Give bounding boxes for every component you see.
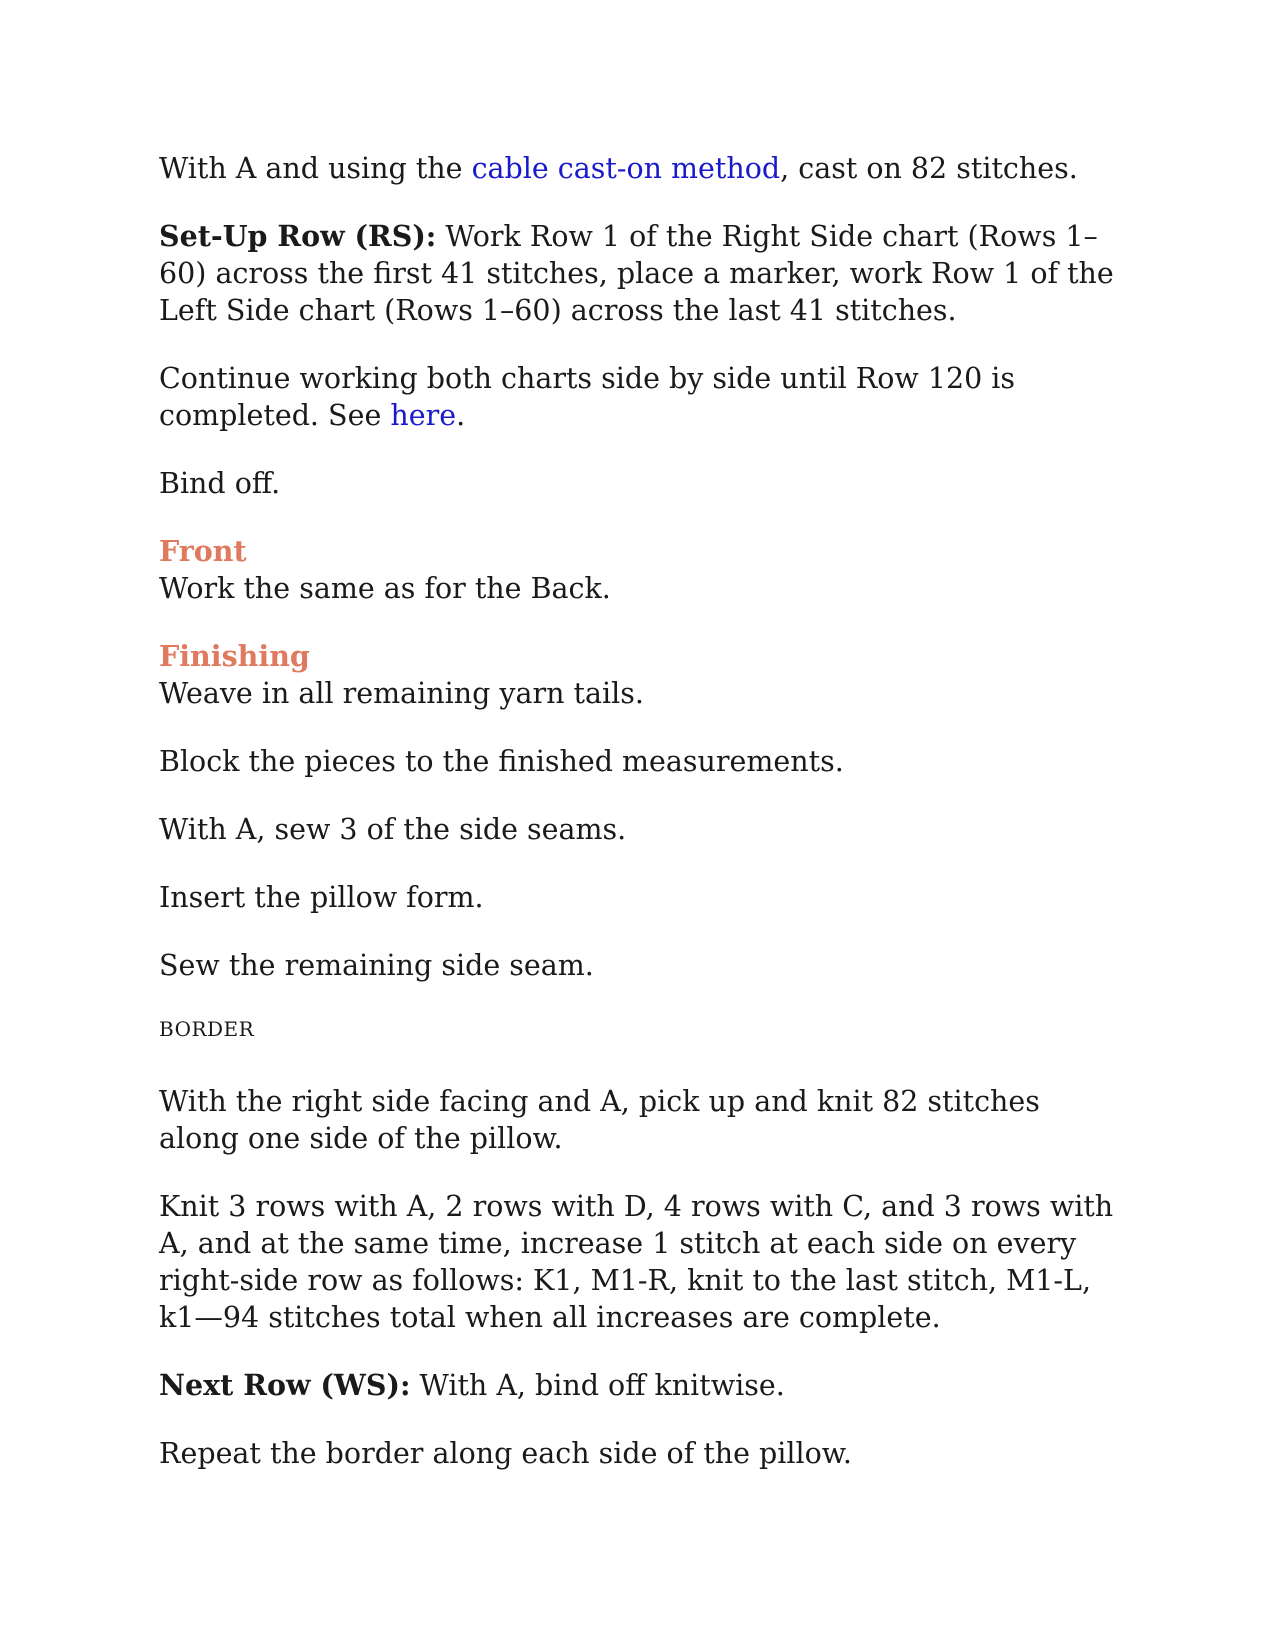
- finishing-step: Block the pieces to the finished measurements.: [159, 745, 844, 778]
- setup-row-text: Work Row 1 of the Right Side chart (Rows 1–60) across the first 41 stitches, place a marker, work Row 1 of the Left Side chart (Rows 1–60) across the last 41 stitches.: [159, 220, 1114, 327]
- continue-paragraph: [159, 360, 1119, 434]
- front-text: Work the same as for the Back.: [159, 572, 611, 605]
- here-link[interactable]: here: [390, 399, 457, 432]
- finishing-step: Sew the remaining side seam.: [159, 949, 594, 982]
- cast-on-text-pre: With A and using the: [159, 152, 472, 185]
- page-content: [159, 150, 1119, 1503]
- border-pickup-paragraph: With the right side facing and A, pick up and knit 82 stitches along one side of the pillow.: [159, 1085, 1040, 1155]
- setup-row-paragraph: [159, 218, 1119, 329]
- front-heading: Front: [159, 534, 247, 568]
- finishing-step: Insert the pillow form.: [159, 881, 484, 914]
- next-row-text: With A, bind off knitwise.: [410, 1369, 785, 1402]
- cast-on-paragraph: [159, 150, 1119, 187]
- cable-cast-on-link[interactable]: cable cast-on method: [471, 152, 781, 185]
- repeat-border-paragraph: Repeat the border along each side of the pillow.: [159, 1437, 852, 1470]
- setup-row-label: Set-Up Row (RS):: [159, 219, 437, 253]
- finishing-heading: Finishing: [159, 639, 310, 673]
- bind-off-paragraph: Bind off.: [159, 467, 281, 500]
- border-knit-paragraph: Knit 3 rows with A, 2 rows with D, 4 rows with C, and 3 rows with A, and at the same time, increase 1 stitch at each side on every right-side row as follows: K1, M1-R, knit to the last stitch, M1-L, k1—94 stitches total when all increases are complete.: [159, 1190, 1114, 1334]
- continue-text-post: .: [456, 399, 466, 432]
- continue-text-pre: Continue working both charts side by side until Row 120 is completed. See: [159, 362, 1016, 432]
- next-row-paragraph: [159, 1367, 1119, 1404]
- finishing-step: Weave in all remaining yarn tails.: [159, 677, 644, 710]
- next-row-label: Next Row (WS):: [159, 1368, 411, 1402]
- border-heading: BORDER: [159, 1017, 255, 1041]
- finishing-step: With A, sew 3 of the side seams.: [159, 813, 627, 846]
- cast-on-text-post: , cast on 82 stitches.: [780, 152, 1078, 185]
